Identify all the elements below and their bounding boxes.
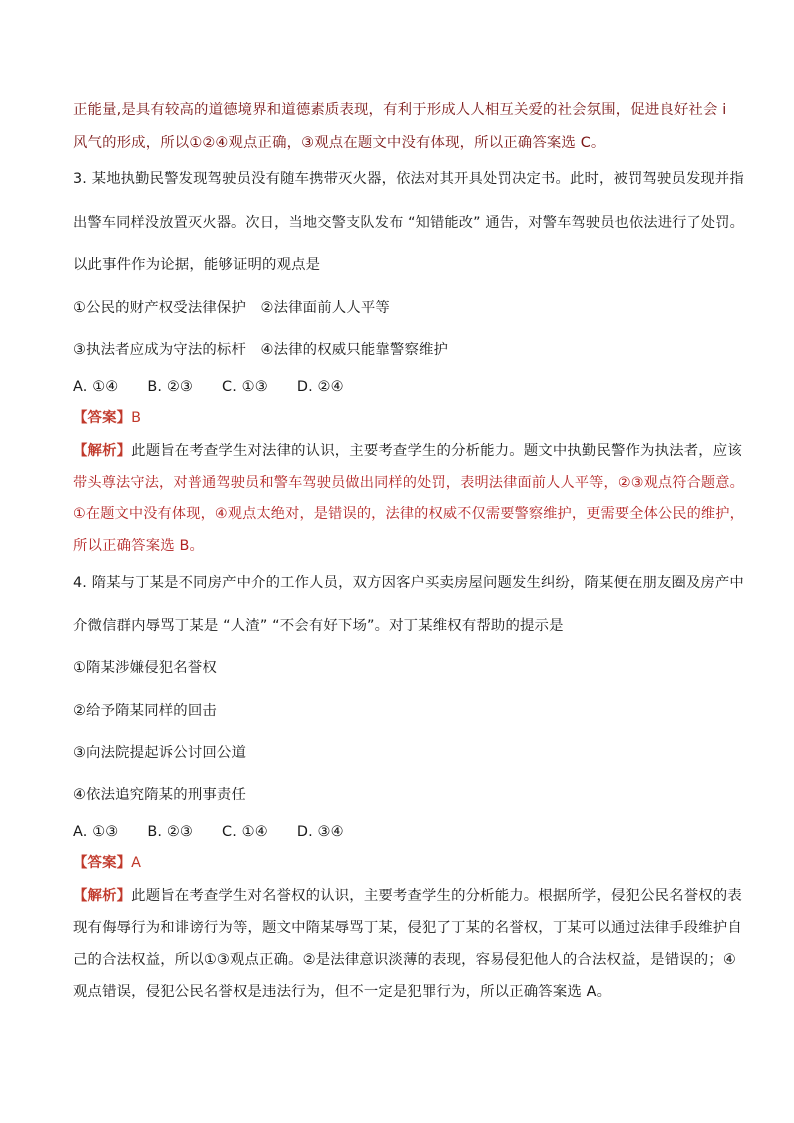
q3-answer-tag: 【答案】	[73, 410, 132, 426]
q4-stem-line-1: 4. 隋某与丁某是不同房产中介的工作人员，双方因客户买卖房屋问题发生纠纷，隋某便在朋友圈及房产中	[73, 575, 744, 591]
q4-choice-line-1: ①隋某涉嫌侵犯名誉权	[73, 660, 217, 676]
q4-answer-tag: 【答案】	[73, 855, 132, 871]
q3-analysis-tag: 【解析】	[73, 443, 132, 459]
q3-analysis-line-3: ①在题文中没有体现，④观点太绝对，是错误的，法律的权威不仅需要警察维护，更需要全体公民的维护，	[73, 506, 744, 522]
q3-stem-line-3: 以此事件作为论据，能够证明的观点是	[73, 257, 321, 273]
q3-stem-line-1: 3. 某地执勤民警发现驾驶员没有随车携带灭火器，依法对其开具处罚决定书。此时，被罚驾驶员发现并指	[73, 171, 744, 187]
q4-options: A. ①③ B. ②③ C. ①④ D. ③④	[73, 824, 344, 840]
q4-answer	[73, 853, 141, 873]
q3-choice-line-2: ③执法者应成为守法的标杆 ④法律的权威只能靠警察维护	[73, 342, 449, 358]
q3-analysis-line-1: 【解析】此题旨在考查学生对法律的认识，主要考查学生的分析能力。题文中执勤民警作为执法者，应该	[73, 443, 742, 459]
q3-stem-line-2: 出警车同样没放置灭火器。次日，当地交警支队发布 “知错能改” 通告，对警车驾驶员也依法进行了处罚。	[73, 215, 744, 231]
q4-analysis-line-4: 观点错误，侵犯公民名誉权是违法行为，但不一定是犯罪行为，所以正确答案选 A。	[73, 984, 612, 1000]
q4-analysis-line-3: 己的合法权益，所以①③观点正确。②是法律意识淡薄的表现，容易侵犯他人的合法权益，是错误的；④	[73, 952, 736, 968]
q3-answer-value: B	[131, 410, 142, 426]
q4-analysis-tag: 【解析】	[73, 888, 132, 904]
q4-choice-line-3: ③向法院提起诉公讨回公道	[73, 745, 246, 761]
intro-line-2: 风气的形成，所以①②④观点正确，③观点在题文中没有体现，所以正确答案选 C。	[73, 135, 606, 151]
intro-line-1: 正能量,是具有较高的道德境界和道德素质表现，有利于形成人人相互关爱的社会氛围，促进良好社会 i	[73, 102, 727, 118]
q3-options: A. ①④ B. ②③ C. ①③ D. ②④	[73, 379, 344, 395]
q3-analysis-line-4: 所以正确答案选 B。	[73, 538, 205, 554]
q4-analysis-line-1: 【解析】此题旨在考查学生对名誉权的认识，主要考查学生的分析能力。根据所学，侵犯公民名誉权的表	[73, 888, 742, 904]
q4-choice-line-4: ④依法追究隋某的刑事责任	[73, 787, 246, 803]
q4-analysis-line-2: 现有侮辱行为和诽谤行为等，题文中隋某辱骂丁某，侵犯了丁某的名誉权，丁某可以通过法律手段维护自	[73, 920, 742, 936]
q3-answer	[73, 408, 141, 428]
q4-choice-line-2: ②给予隋某同样的回击	[73, 703, 217, 719]
q4-answer-value: A	[131, 855, 142, 871]
q3-choice-line-1: ①公民的财产权受法律保护 ②法律面前人人平等	[73, 300, 390, 316]
q4-stem-line-2: 介微信群内辱骂丁某是 “人渣” “不会有好下场”。对丁某维权有帮助的提示是	[73, 618, 564, 634]
q3-analysis-line-2: 带头尊法守法，对普通驾驶员和警车驾驶员做出同样的处罚，表明法律面前人人平等，②③观点符合题意。	[73, 475, 744, 491]
